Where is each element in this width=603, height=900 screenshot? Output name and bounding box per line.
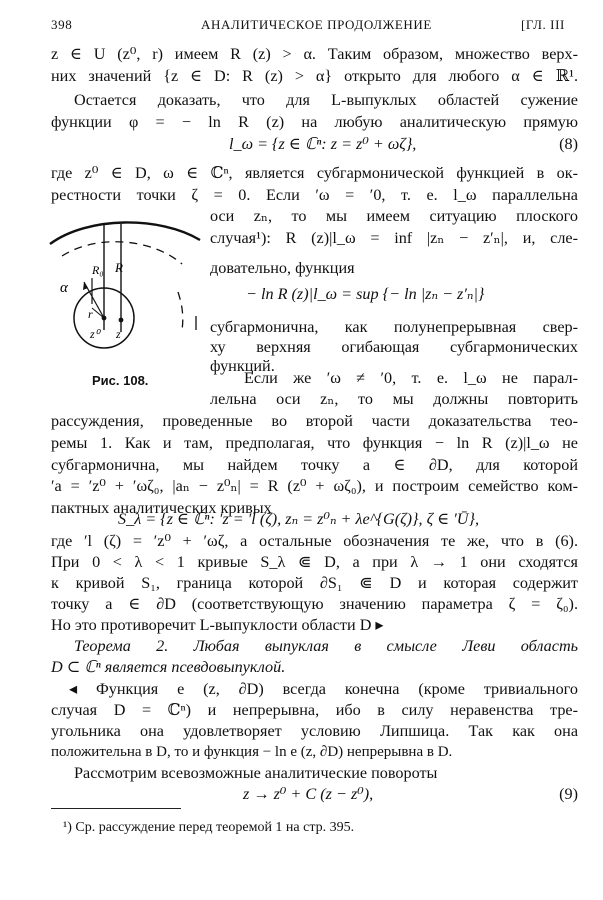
text-line: к кривой S₁, граница которой ∂S₁ ⋐ D и которая содержит	[51, 574, 578, 592]
text-line: ремы 1. Как и там, предполагая, что функция − ln R (z)|l_ω не	[51, 434, 578, 452]
equation-8: l_ω = {z ∈ ℂⁿ: z = z⁰ + ωζ},	[229, 135, 417, 153]
equation-9-number: (9)	[559, 785, 578, 803]
figure-108	[48, 212, 208, 362]
text-line: Остается доказать, что для L-выпуклых областей сужение	[74, 91, 578, 109]
text-line: субгармонична, как полунепрерывная свер-	[210, 318, 578, 336]
label-R: R	[115, 260, 123, 275]
equation-s-lambda: S_λ = {z ∈ ℂⁿ: ′z = ′l (ζ), zₙ = z⁰ₙ + λe^{G(ζ)}, ζ ∈ ′Ū},	[118, 510, 479, 528]
running-title: АНАЛИТИЧЕСКОЕ ПРОДОЛЖЕНИЕ	[201, 17, 432, 32]
dashed-level-arc-right	[178, 292, 183, 330]
text-line: угольника она удовлетворяет условию Липшица. Так как она	[51, 722, 578, 740]
text-line: случая¹): R (z)|l_ω = inf |zₙ − z′ₙ|, и, сле-	[210, 229, 578, 247]
page-number: 398	[51, 17, 73, 32]
text-line: пактных аналитических кривых	[51, 499, 272, 517]
label-z0: z⁰	[90, 327, 100, 341]
text-line: функции φ = − ln R (z) на любую аналитическую прямую	[51, 113, 578, 131]
chapter-marker: [ГЛ. III	[521, 17, 565, 32]
text-line: положительна в D, то и функция − ln e (z, ∂D) непрерывна в D.	[51, 744, 453, 760]
label-z: z	[116, 327, 121, 341]
text-line: Рассмотрим всевозможные аналитические повороты	[74, 764, 438, 782]
text-line: ◂ Функция e (z, ∂D) всегда конечна (кроме тривиального	[69, 680, 578, 698]
label-alpha: α	[60, 280, 68, 296]
text-line: точку a ∈ ∂D (соответствующую значению параметра ζ = ζ₀).	[51, 595, 578, 613]
text-line: оси zₙ, то мы имеем ситуацию плоского	[210, 207, 578, 225]
text-line: z ∈ U (z⁰, r) имеем R (z) > α. Таким образом, множество верх-	[51, 45, 578, 63]
text-line: функций.	[210, 357, 275, 375]
text-line: рестности точки ζ = 0. Если ′ω = ′0, т. е. l_ω параллельна	[51, 186, 578, 204]
equation-ln-r: − ln R (z)|l_ω = sup {− ln |zₙ − z′ₙ|}	[246, 285, 485, 303]
equation-9: z → z⁰ + C (z − z⁰),	[243, 785, 374, 803]
point-z	[119, 318, 124, 323]
text-line: случая D = ℂⁿ) и непрерывна, ибо в силу неравенства тре-	[51, 701, 578, 719]
label-r: r	[88, 307, 93, 321]
text-line: Если же ′ω ≠ ′0, т. е. l_ω не парал-	[244, 369, 578, 387]
theorem-2-cont: D ⊂ ℂⁿ является псевдовыпуклой.	[51, 658, 286, 676]
equation-8-number: (8)	[559, 135, 578, 153]
point-z0	[102, 316, 107, 321]
text-line: где z⁰ ∈ D, ω ∈ ℂⁿ, является субгармонической функцией в ок-	[51, 164, 578, 182]
text-line: них значений {z ∈ D: R (z) > α} открыто для любого α ∈ ℝ¹.	[51, 67, 578, 85]
text-line: довательно, функция	[210, 259, 355, 277]
footnote-rule	[51, 808, 181, 809]
text-line: ху верхняя огибающая субгармонических	[210, 338, 578, 356]
text-line: рассуждения, проведенные во второй части доказательства тео-	[51, 412, 578, 430]
theorem-2: Теорема 2. Любая выпуклая в смысле Леви область	[74, 637, 578, 655]
label-R0: R₀	[92, 263, 104, 277]
text-line: Но это противоречит L-выпуклости области D ▸	[51, 616, 384, 634]
footnote: ¹) Ср. рассуждение перед теоремой 1 на стр. 395.	[63, 820, 355, 835]
figure-caption: Рис. 108.	[92, 373, 149, 388]
text-line: ′a = ′z⁰ + ′ωζ₀, |aₙ − z⁰ₙ| = R (z⁰ + ωζ₀), и построим семейство ком-	[51, 477, 578, 495]
boundary-curve	[50, 222, 200, 244]
text-line: субгармонична, мы найдем точку a ∈ ∂D, для которой	[51, 456, 578, 474]
text-line: где ′l (ζ) = ′z⁰ + ′ωζ, а остальные обозначения те же, что в (6).	[51, 532, 578, 550]
text-line: При 0 < λ < 1 кривые S_λ ⋐ D, а при λ → 1 они сходятся	[51, 553, 578, 571]
text-line: лельна оси zₙ, то мы должны повторить	[210, 390, 578, 408]
